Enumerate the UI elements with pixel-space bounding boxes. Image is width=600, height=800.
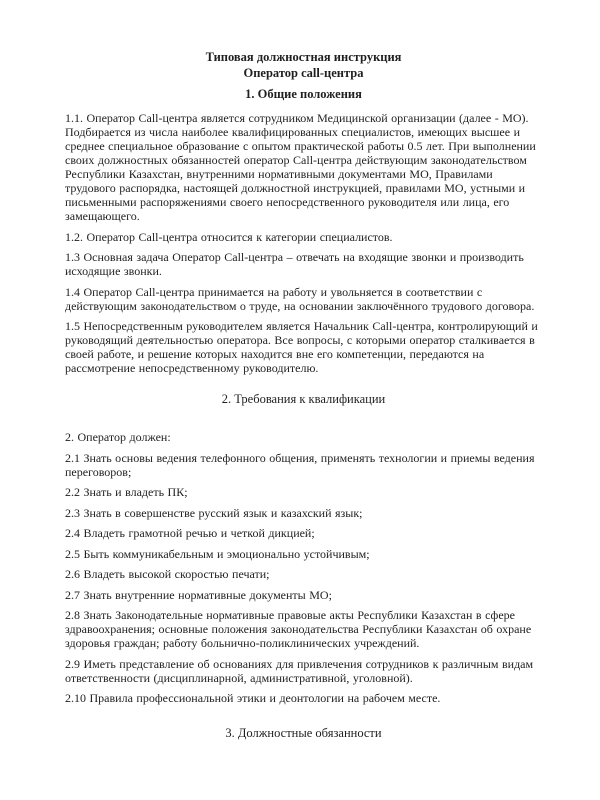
paragraph-2-7: 2.7 Знать внутренние нормативные документы МО;: [65, 587, 332, 602]
section-heading-job-duties: 3. Должностные обязанности: [225, 726, 382, 740]
paragraph-2-intro: 2. Оператор должен:: [65, 430, 171, 444]
section-heading-qualification-requirements: 2. Требования к квалификации: [221, 392, 386, 406]
section-heading-general-provisions: 1. Общие положения: [245, 87, 362, 101]
paragraph-1-2: 1.2. Оператор Call-центра относится к категории специалистов.: [65, 229, 393, 244]
paragraph-2-1: 2.1 Знать основы ведения телефонного общения, применять технологии и приемы ведения переговоров;: [65, 450, 535, 479]
document-title-line-2: Оператор call-центра: [243, 65, 364, 80]
paragraph-1-4: 1.4 Оператор Call-центра принимается на работу и увольняется в соответствии с действующим законодательством о труде, на основании заключённого трудового договора.: [65, 284, 535, 313]
paragraph-2-2: 2.2 Знать и владеть ПК;: [65, 485, 188, 499]
paragraph-2-10: 2.10 Правила профессиональной этики и деонтологии на рабочем месте.: [65, 691, 441, 705]
paragraph-2-8: 2.8 Знать Законодательные нормативные правовые акты Республики Казахстан в сфере здравоохранения; основные положения законодательства Республики Казахстан об охране здоровья граждан; работу больнично-поликлинических учреждений.: [65, 608, 532, 650]
section-general-provisions: [65, 111, 542, 375]
document-title-line-1: Типовая должностная инструкция: [205, 50, 402, 64]
paragraph-2-3: 2.3 Знать в совершенстве русский язык и казахский язык;: [65, 505, 363, 520]
paragraph-1-1: 1.1. Оператор Call-центра является сотрудником Медицинской организации (далее - МО). Подбирается из числа наиболее квалифицированных специалистов, имеющих высшее и среднее специальное образование с опытом практической работы 0.5 лет. При выполнении своих должностных обязанностей оператор Call-центра действующим законодательством Республики Казахстан, внутренними нормативными документами МО, Правилами трудового распорядка, настоящей должностной инструкцией, правилами МО, устными и письменными распоряжениями своего непосредственного руководителя или лица, его замещающего.: [65, 111, 536, 223]
paragraph-2-4: 2.4 Владеть грамотной речью и четкой дикцией;: [65, 526, 315, 540]
paragraph-2-9: 2.9 Иметь представление об основаниях для привлечения сотрудников к различным видам ответственности (дисциплинарной, административной, уголовной).: [65, 656, 534, 685]
paragraph-2-6: 2.6 Владеть высокой скоростью печати;: [65, 567, 270, 581]
paragraph-2-5: 2.5 Быть коммуникабельным и эмоционально устойчивым;: [65, 546, 370, 561]
paragraph-1-3: 1.3 Основная задача Оператор Call-центра – отвечать на входящие звонки и производить исходящие звонки.: [65, 250, 524, 278]
paragraph-1-5: 1.5 Непосредственным руководителем является Начальник Call-центра, контролирующий и руководящий деятельностью оператора. Все вопросы, с которыми оператор сталкивается в своей работе, и решение которых находится вне его компетенции, передаются на рассмотрение непосредственному руководителю.: [65, 319, 538, 375]
section-qualification-requirements: [65, 430, 542, 705]
